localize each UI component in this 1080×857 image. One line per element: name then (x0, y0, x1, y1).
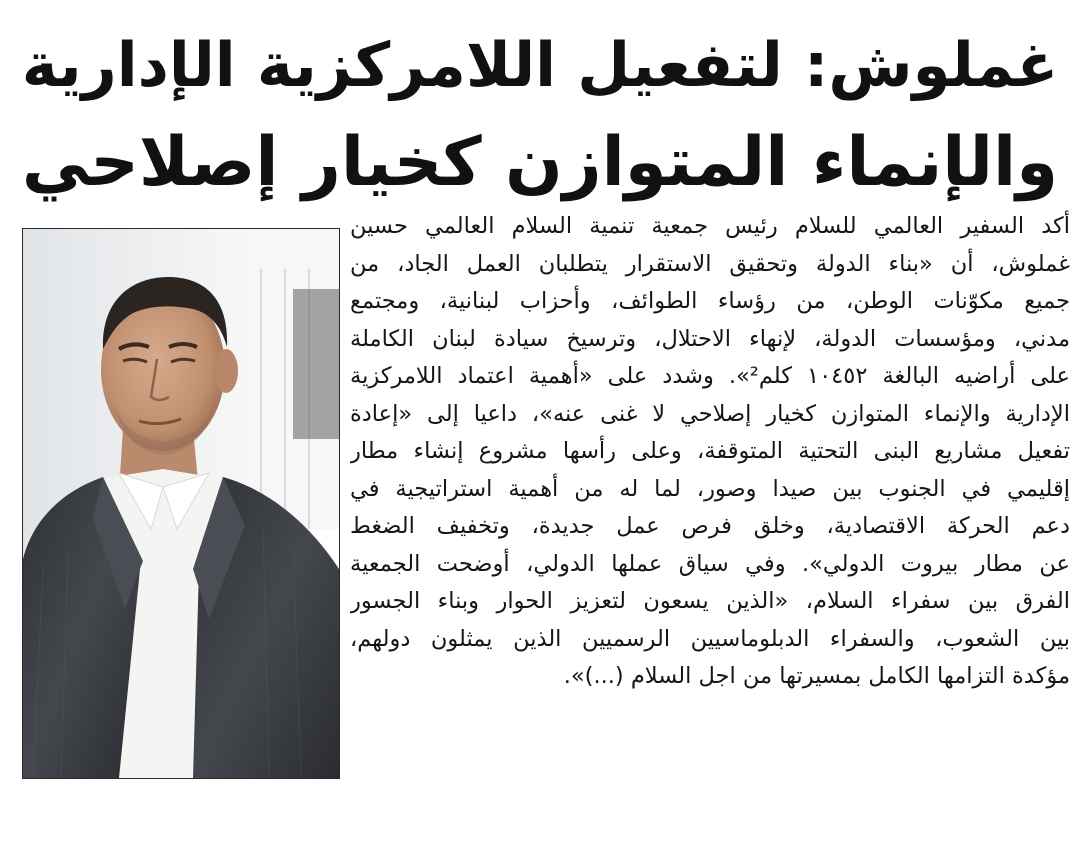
article-line-last: مؤكدة التزامها الكامل بمسيرتها من اجل السلام (...)». (563, 663, 1070, 689)
article-line: على أراضيه البالغة ١٠٤٥٢ كلم²». وشدد على «أهمية اعتماد اللامركزية (350, 363, 1070, 389)
article-line: الفرق بين سفراء السلام، «الذين يسعون لتعزيز الحوار وبناء الجسور (350, 588, 1070, 614)
headline-line-1: غملوش: لتفعيل اللامركزية الإدارية (21, 30, 1059, 101)
article-line: جميع مكوّنات الوطن، من رؤساء الطوائف، وأحزاب لبنانية، ومجتمع (350, 288, 1070, 314)
article-photo (22, 228, 340, 779)
article-line: غملوش، أن «بناء الدولة وتحقيق الاستقرار يتطلبان العمل الجاد، من (350, 250, 1070, 277)
article-line: دعم الحركة الاقتصادية، وخلق فرص عمل جديدة، وتخفيف الضغط (350, 513, 1070, 539)
article-line: إقليمي في الجنوب بين صيدا وصور، لما له من أهمية استراتيجية في (350, 475, 1070, 502)
article-line: عن مطار بيروت الدولي». وفي سياق عملها الدولي، أوضحت الجمعية (350, 550, 1070, 577)
article-line: تفعيل مشاريع البنى التحتية المتوقفة، وعلى رأسها مشروع إنشاء مطار (350, 438, 1070, 464)
article-line: مدني، ومؤسسات الدولة، لإنهاء الاحتلال، وترسيخ سيادة لبنان الكاملة (350, 325, 1070, 352)
article-body (350, 208, 1070, 808)
article-line: الإدارية والإنماء المتوازن كخيار إصلاحي لا غنى عنه»، داعيا إلى «إعادة (350, 400, 1070, 427)
article-line: بين الشعوب، والسفراء الدبلوماسيين الرسميين الذين يمثلون دولهم، (350, 625, 1070, 652)
headline (20, 18, 1060, 214)
portrait-illustration (23, 229, 339, 778)
headline-line-2: والإنماء المتوازن كخيار إصلاحي (21, 122, 1059, 201)
article-line: أكد السفير العالمي للسلام رئيس جمعية تنمية السلام العالمي حسين (350, 213, 1070, 239)
